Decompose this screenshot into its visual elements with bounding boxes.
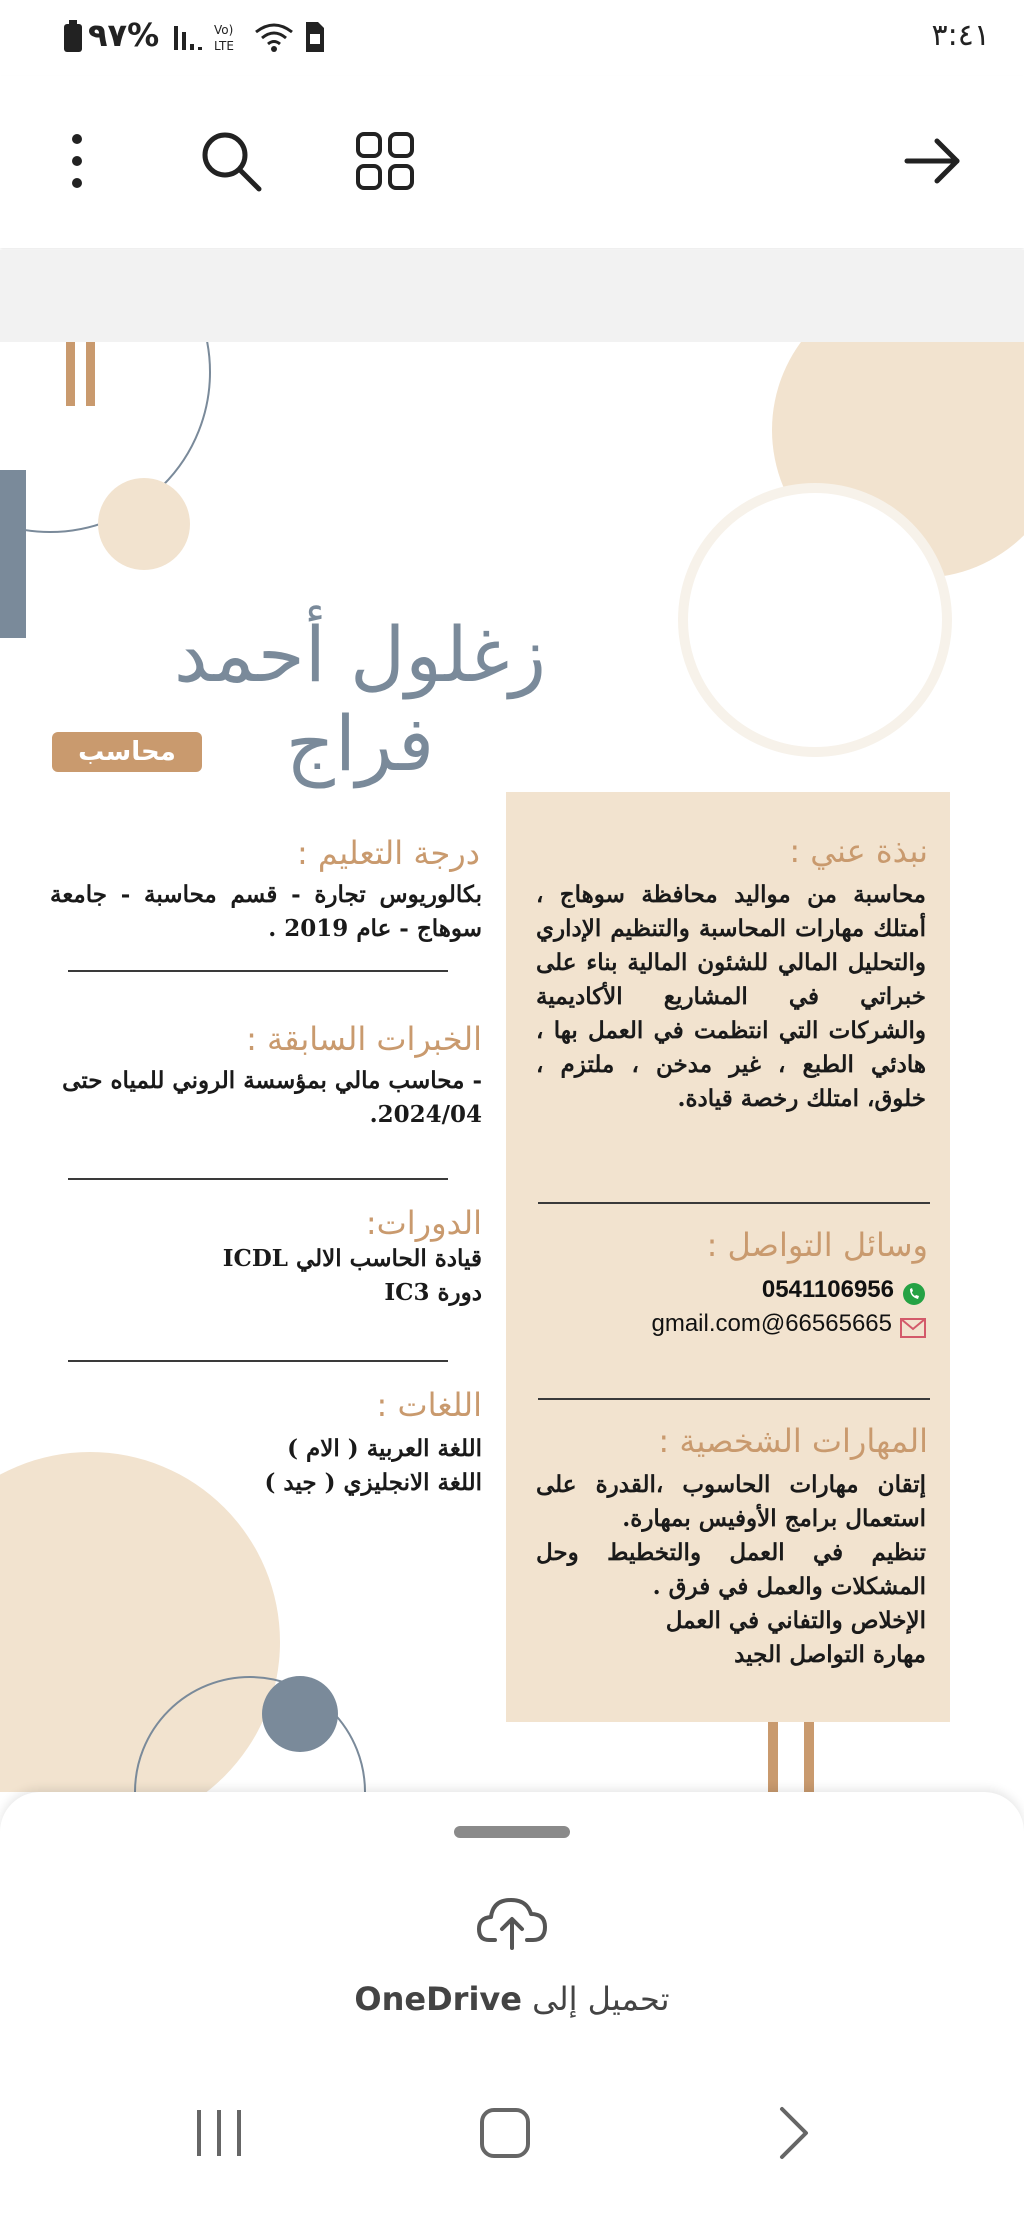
about-body: محاسبة من مواليد محافظة سوهاج ، أمتلك مهارات المحاسبة والتنظيم الإداري والتحليل المالي للشئون المالية بناء على خبراتي في المشاريع الأكاديمية والشركات التي انتظمت في العمل بها ، هادئي الطبع ، غير مدخن ، ملتزم ، خلوق، امتلك رخصة قيادة. — [536, 881, 926, 1112]
column-divider — [68, 1178, 448, 1180]
svg-text:LTE: LTE — [214, 39, 234, 53]
experience-title: الخبرات السابقة : — [246, 1020, 482, 1058]
upload-prefix: تحميل إلى — [532, 1980, 670, 2018]
nav-back-button[interactable] — [748, 2098, 838, 2168]
skills-title: المهارات الشخصية : — [658, 1422, 928, 1460]
contact-phone-row — [526, 1276, 926, 1310]
chevron-right-icon — [776, 2105, 810, 2161]
resume-document[interactable] — [0, 342, 1024, 1792]
nav-recents-button[interactable] — [174, 2098, 264, 2168]
search-icon — [199, 129, 263, 193]
contact-title: وسائل التواصل : — [706, 1226, 928, 1264]
whatsapp-icon — [902, 1282, 926, 1306]
signal-icon — [172, 20, 206, 54]
skill-item: تنظيم في العمل والتخطيط وحل المشكلات والعمل في فرق . — [536, 1539, 926, 1600]
sheet-drag-handle[interactable] — [454, 1826, 570, 1838]
document-top-margin — [0, 250, 1024, 342]
about-title: نبذة عني : — [789, 832, 928, 870]
app-toolbar — [0, 76, 1024, 248]
contact-email-row — [526, 1310, 926, 1344]
nav-home-button[interactable] — [460, 2098, 550, 2168]
skills-body — [536, 1468, 926, 1672]
battery-percent: %٩٧ — [88, 16, 160, 54]
back-button[interactable] — [888, 116, 978, 206]
upload-to-onedrive-button[interactable] — [330, 1892, 694, 2032]
courses-body — [50, 1242, 482, 1310]
education-title: درجة التعليم : — [296, 834, 480, 872]
bottom-sheet — [0, 1792, 1024, 2218]
column-divider — [68, 970, 448, 972]
email-icon — [900, 1318, 926, 1338]
skill-item: إتقان مهارات الحاسوب ،القدرة على استعمال برامج الأوفيس بمهارة. — [536, 1471, 926, 1532]
job-title-badge: محاسب — [52, 732, 202, 772]
languages-body — [50, 1432, 482, 1500]
education-body: بكالوريوس تجارة - قسم محاسبة - جامعة سوهاج - عام 2019 . — [50, 881, 482, 942]
resume-name: زغلول أحمد فراج — [173, 610, 547, 788]
upload-label — [330, 1980, 694, 2018]
skill-item: الإخلاص والتفاني في العمل — [665, 1607, 926, 1634]
grid-icon — [355, 131, 415, 191]
battery-icon — [62, 20, 84, 54]
svg-text:Vo): Vo) — [214, 23, 234, 37]
grid-view-button[interactable] — [340, 116, 430, 206]
search-button[interactable] — [186, 116, 276, 206]
courses-title: الدورات: — [365, 1204, 482, 1242]
cloud-upload-icon — [477, 1892, 547, 1952]
upload-service: OneDrive — [354, 1980, 522, 2018]
column-divider — [68, 1360, 448, 1362]
languages-title: اللغات : — [376, 1386, 482, 1424]
resume-side-panel — [506, 792, 950, 1722]
language-item: اللغة الانجليزي ( جيد ) — [264, 1469, 482, 1496]
contact-email: gmail.com@66565665 — [651, 1310, 892, 1337]
panel-divider — [538, 1398, 930, 1400]
experience-body: - محاسب مالي بمؤسسة الروني للمياه حتى 2024/04. — [62, 1067, 482, 1128]
status-bar — [0, 0, 1024, 76]
contact-phone: 0541106956 — [761, 1276, 894, 1303]
arrow-right-icon — [903, 136, 963, 186]
more-vertical-icon — [67, 131, 87, 191]
panel-divider — [538, 1202, 930, 1204]
volte-icon — [212, 20, 246, 54]
clock: ٣:٤١ — [931, 18, 990, 53]
sim-card-icon — [302, 20, 326, 54]
course-item: دورة IC3 — [384, 1279, 482, 1306]
home-icon — [479, 2107, 531, 2159]
wifi-icon — [252, 20, 296, 54]
recents-icon — [193, 2108, 245, 2158]
more-button[interactable] — [32, 116, 122, 206]
language-item: اللغة العربية ( الام ) — [287, 1435, 482, 1462]
course-item: قيادة الحاسب الالي ICDL — [222, 1245, 482, 1272]
skill-item: مهارة التواصل الجيد — [734, 1641, 926, 1668]
